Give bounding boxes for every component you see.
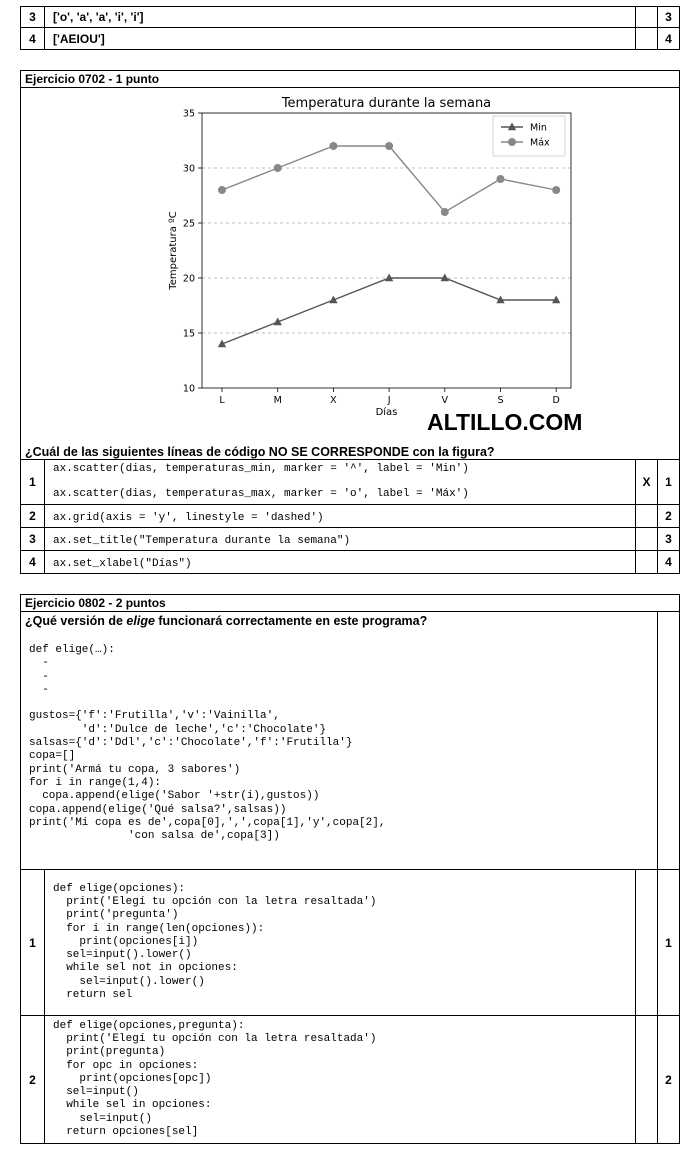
answer-mark[interactable] bbox=[636, 28, 658, 50]
y-tick-label: 25 bbox=[182, 218, 195, 230]
y-tick-label: 35 bbox=[182, 108, 195, 120]
y-tick-label: 15 bbox=[182, 328, 195, 340]
x-tick-label: X bbox=[330, 395, 337, 406]
option-index: 1 bbox=[658, 870, 680, 1016]
question-text: ¿Cuál de las siguientes líneas de código NO SE CORRESPONDE con la figura? bbox=[25, 445, 495, 459]
option-code bbox=[45, 460, 636, 505]
series-line-min bbox=[222, 278, 556, 344]
option-number: 1 bbox=[21, 870, 45, 1016]
x-tick-label: D bbox=[552, 395, 560, 406]
code-line: ax.scatter(dias, temperaturas_max, marker = 'o', label = 'Máx') bbox=[53, 488, 469, 500]
legend-label: Máx bbox=[530, 137, 550, 149]
legend-box bbox=[493, 116, 565, 156]
legend-marker bbox=[508, 138, 516, 146]
option-index: 2 bbox=[658, 505, 680, 528]
option-index: 4 bbox=[658, 551, 680, 574]
option-number: 4 bbox=[21, 28, 45, 50]
side-column bbox=[657, 612, 679, 869]
answer-mark[interactable] bbox=[636, 7, 658, 28]
y-tick-label: 30 bbox=[182, 163, 195, 175]
option-index: 4 bbox=[658, 28, 680, 50]
exercise-0802 bbox=[20, 594, 680, 870]
table-row bbox=[21, 1016, 680, 1144]
table-row bbox=[21, 551, 680, 574]
watermark-text: ALTILLO.COM bbox=[427, 409, 583, 435]
data-point bbox=[552, 186, 560, 194]
answer-mark[interactable] bbox=[636, 528, 658, 551]
exercise-header: Ejercicio 0702 - 1 punto bbox=[21, 71, 679, 88]
data-point bbox=[497, 175, 505, 183]
answer-mark[interactable]: X bbox=[636, 460, 658, 505]
option-index: 3 bbox=[658, 7, 680, 28]
answer-mark[interactable] bbox=[636, 551, 658, 574]
x-tick-label: J bbox=[387, 395, 391, 406]
y-axis-label: Temperatura ºC bbox=[168, 211, 179, 290]
x-tick-label: S bbox=[497, 395, 504, 406]
emphasis-text: elige bbox=[126, 614, 155, 628]
option-number: 2 bbox=[21, 505, 45, 528]
chart-container bbox=[141, 89, 581, 418]
question-text: ¿Qué versión de elige funcionará correctamente en este programa? bbox=[25, 614, 428, 628]
data-point bbox=[329, 142, 337, 150]
answer-mark[interactable] bbox=[636, 1016, 658, 1144]
code-line: ax.grid(axis = 'y', linestyle = 'dashed') bbox=[53, 511, 324, 524]
legend-label: Min bbox=[530, 122, 547, 134]
program-code: def elige(…): - - - gustos={'f':'Frutilla','v':'Vainilla', 'd':'Dulce de leche','c':'Chocolate'} salsas={'d':'Ddl','c':'Chocolate','f':'Frutilla'} copa=[] print('Armá tu copa, 3 sabores') for i in range(1,4): copa.append(elige('Sabor '+str(i),gustos)) copa.append(elige('Qué salsa?',salsas)) print('Mi copa es de',copa[0],',',copa[1],'y',copa[2], 'con salsa de',copa[3]) bbox=[29, 644, 386, 843]
option-number: 3 bbox=[21, 528, 45, 551]
y-tick-label: 10 bbox=[182, 383, 195, 395]
exercise-0702 bbox=[20, 70, 680, 460]
chart-title: Temperatura durante la semana bbox=[281, 96, 492, 111]
data-point bbox=[274, 164, 282, 172]
table-row bbox=[21, 505, 680, 528]
temperature-chart bbox=[141, 89, 581, 418]
option-text: ['o', 'a', 'a', 'i', 'i'] bbox=[45, 7, 636, 28]
table-row bbox=[21, 460, 680, 505]
option-number: 3 bbox=[21, 7, 45, 28]
table-row bbox=[21, 870, 680, 1016]
data-point bbox=[218, 186, 226, 194]
table-row bbox=[21, 528, 680, 551]
data-point bbox=[385, 142, 393, 150]
code-line: ax.set_xlabel("Días") bbox=[53, 557, 192, 570]
exercise-0802-options bbox=[20, 869, 680, 1144]
x-axis-label: Días bbox=[375, 407, 398, 418]
option-number: 2 bbox=[21, 1016, 45, 1144]
option-code: def elige(opciones,pregunta): print('Elegí tu opción con la letra resaltada') print(pregunta) for opc in opciones: print(opciones[opc]) sel=input() while sel in opciones: sel=input() return opciones[sel] bbox=[53, 1019, 377, 1139]
option-text: ['AEIOU'] bbox=[45, 28, 636, 50]
option-index: 2 bbox=[658, 1016, 680, 1144]
exercise-0702-options bbox=[20, 459, 680, 574]
x-tick-label: L bbox=[219, 395, 225, 406]
y-tick-label: 20 bbox=[182, 273, 195, 285]
answer-mark[interactable] bbox=[636, 505, 658, 528]
option-code: def elige(opciones): print('Elegí tu opción con la letra resaltada') print('pregunta') for i in range(len(opciones)): print(opciones[i]) sel=input().lower() while sel not in opciones: sel=input().lower() return sel bbox=[53, 882, 377, 1002]
data-point bbox=[441, 208, 449, 216]
option-number: 4 bbox=[21, 551, 45, 574]
top-answers-table bbox=[20, 6, 680, 50]
option-number: 1 bbox=[21, 460, 45, 505]
table-row bbox=[21, 7, 680, 28]
x-tick-label: M bbox=[273, 395, 282, 406]
code-line: ax.set_title("Temperatura durante la semana") bbox=[53, 534, 351, 547]
option-index: 3 bbox=[658, 528, 680, 551]
code-line: ax.scatter(dias, temperaturas_min, marker = '^', label = 'Min') bbox=[53, 462, 469, 475]
table-row bbox=[21, 28, 680, 50]
answer-mark[interactable] bbox=[636, 870, 658, 1016]
exercise-header: Ejercicio 0802 - 2 puntos bbox=[21, 595, 679, 612]
x-tick-label: V bbox=[441, 395, 449, 406]
option-index: 1 bbox=[658, 460, 680, 505]
